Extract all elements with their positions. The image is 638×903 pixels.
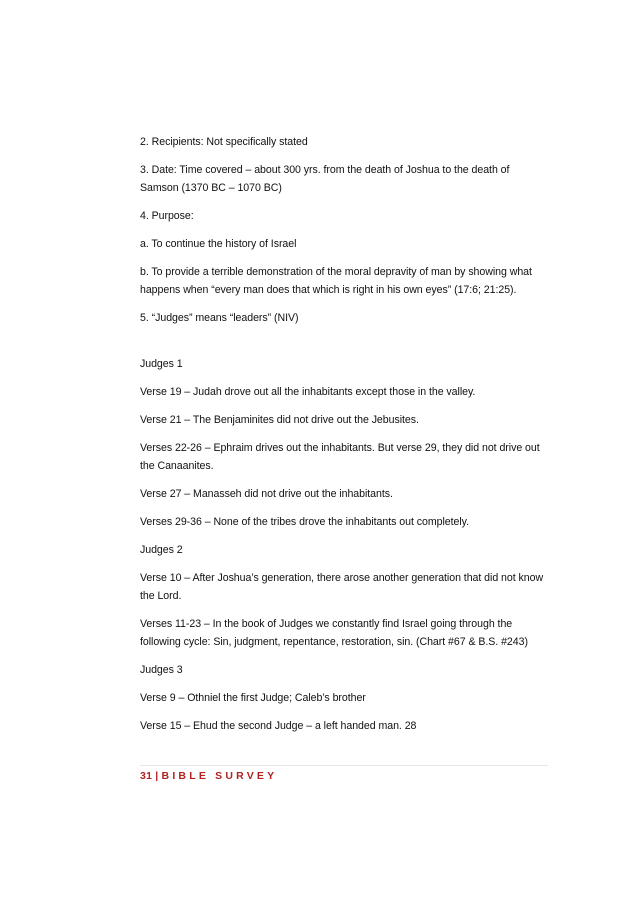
paragraph-purpose-heading: 4. Purpose: (140, 210, 194, 222)
paragraph-verse-27: Verse 27 – Manasseh did not drive out the inhabitants. (140, 488, 393, 500)
paragraph-purpose-a: a. To continue the history of Israel (140, 238, 297, 250)
paragraph-verses-29-36: Verses 29-36 – None of the tribes drove the inhabitants out completely. (140, 516, 469, 528)
footer-divider (140, 765, 548, 766)
footer-separator: | (155, 770, 159, 782)
paragraph-verse-10: Verse 10 – After Joshua’s generation, there arose another generation that did not know the Lord. (140, 572, 544, 602)
paragraph-recipients: 2. Recipients: Not specifically stated (140, 136, 308, 148)
heading-judges-3: Judges 3 (140, 664, 183, 676)
heading-judges-1: Judges 1 (140, 358, 183, 370)
footer-page-number: 31 (140, 770, 153, 782)
blank-line (140, 337, 550, 355)
paragraph-verse-21: Verse 21 – The Benjaminites did not drive out the Jebusites. (140, 414, 419, 426)
paragraph-date: 3. Date: Time covered – about 300 yrs. from the death of Joshua to the death of Samson (1370 BC – 1070 BC) (140, 164, 510, 194)
paragraph-verse-15: Verse 15 – Ehud the second Judge – a left handed man. 28 (140, 720, 417, 732)
page-footer (140, 768, 277, 784)
heading-judges-2: Judges 2 (140, 544, 183, 556)
page-body (140, 133, 550, 745)
paragraph-verses-22-26: Verses 22-26 – Ephraim drives out the inhabitants. But verse 29, they did not drive out the Canaanites. (140, 442, 540, 472)
paragraph-verse-9: Verse 9 – Othniel the first Judge; Caleb’s brother (140, 692, 366, 704)
paragraph-purpose-b: b. To provide a terrible demonstration of the moral depravity of man by showing what happens when “every man does that which is right in his own eyes” (17:6; 21:25). (140, 266, 532, 296)
paragraph-verse-19: Verse 19 – Judah drove out all the inhabitants except those in the valley. (140, 386, 476, 398)
footer-title: BIBLE SURVEY (161, 770, 278, 782)
paragraph-verses-11-23: Verses 11-23 – In the book of Judges we constantly find Israel going through the following cycle: Sin, judgment, repentance, restoration, sin. (Chart #67 & B.S. #243) (140, 618, 528, 648)
paragraph-judges-meaning: 5. “Judges” means “leaders” (NIV) (140, 312, 299, 324)
